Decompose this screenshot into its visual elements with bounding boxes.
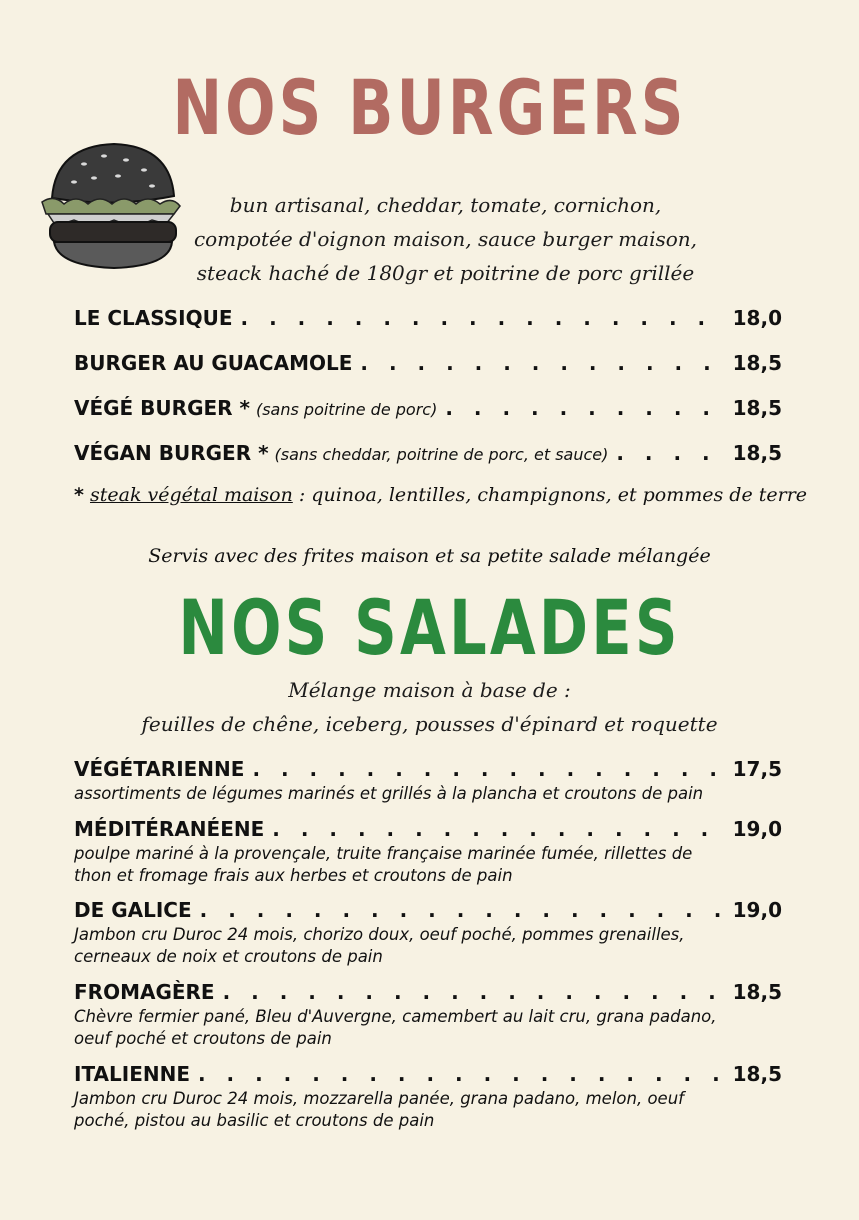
- dot-leader: [360, 351, 724, 375]
- description-line: Jambon cru Duroc 24 mois, mozzarella panée, grana padano, melon, oeuf: [74, 1089, 684, 1108]
- item-description: [74, 783, 774, 805]
- dot-leader: [198, 1062, 725, 1086]
- item-name: MÉDITÉRANÉENE: [74, 817, 265, 841]
- salades-intro: [0, 673, 859, 741]
- item-name: VÉGÉ BURGER *: [74, 396, 250, 420]
- dot-leader: [200, 898, 725, 922]
- footnote-underlined: steak végétal maison: [89, 484, 293, 506]
- dot-leader: [223, 980, 725, 1004]
- salade-item-de-galice: [74, 898, 782, 922]
- description-line: poulpe mariné à la provençale, truite française marinée fumée, rillettes de: [74, 844, 693, 863]
- burger-item-classique: [74, 306, 782, 330]
- description-line: Chèvre fermier pané, Bleu d'Auvergne, camembert au lait cru, grana padano,: [74, 1007, 717, 1026]
- salade-item-vegetarienne: [74, 757, 782, 781]
- item-price: 18,0: [732, 306, 782, 330]
- dot-leader: [241, 306, 725, 330]
- item-name: ITALIENNE: [74, 1062, 190, 1086]
- description-line: assortiments de légumes marinés et grillés à la plancha et croutons de pain: [74, 784, 704, 803]
- description-line: thon et fromage frais aux herbes et croutons de pain: [74, 866, 513, 885]
- burgers-footnote: [74, 484, 814, 506]
- burger-item-guacamole: [74, 351, 782, 375]
- item-name: BURGER AU GUACAMOLE: [74, 351, 353, 375]
- item-price: 19,0: [732, 817, 782, 841]
- burgers-intro-line: compotée d'oignon maison, sauce burger maison,: [193, 227, 698, 251]
- item-price: 17,5: [732, 757, 782, 781]
- burgers-title: NOS BURGERS: [172, 63, 687, 152]
- dot-leader: [616, 441, 724, 465]
- description-line: Jambon cru Duroc 24 mois, chorizo doux, oeuf poché, pommes grenailles,: [74, 925, 685, 944]
- burgers-intro-line: steack haché de 180gr et poitrine de porc grillée: [196, 261, 695, 285]
- salade-item-fromagere: [74, 980, 782, 1004]
- item-price: 18,5: [732, 980, 782, 1004]
- item-note: (sans cheddar, poitrine de porc, et sauce): [274, 445, 609, 464]
- burgers-intro: [16, 188, 859, 290]
- item-name: VÉGÉTARIENNE: [74, 757, 245, 781]
- item-description: [74, 843, 774, 887]
- dot-leader: [445, 396, 724, 420]
- description-line: cerneaux de noix et croutons de pain: [74, 947, 383, 966]
- footnote-rest: : quinoa, lentilles, champignons, et pommes de terre: [292, 484, 808, 506]
- salade-item-mediteraneene: [74, 817, 782, 841]
- burgers-intro-line: bun artisanal, cheddar, tomate, cornichon,: [229, 193, 662, 217]
- dot-leader: [272, 817, 724, 841]
- item-price: 18,5: [732, 396, 782, 420]
- served-with-note: Servis avec des frites maison et sa petite salade mélangée: [148, 545, 711, 567]
- item-price: 18,5: [732, 351, 782, 375]
- footnote-star: *: [74, 484, 84, 506]
- description-line: oeuf poché et croutons de pain: [74, 1029, 332, 1048]
- item-name: LE CLASSIQUE: [74, 306, 233, 330]
- salades-intro-line: feuilles de chêne, iceberg, pousses d'épinard et roquette: [141, 712, 718, 736]
- item-description: [74, 924, 774, 968]
- burger-item-vegan: [74, 441, 782, 465]
- dot-leader: [252, 757, 724, 781]
- salades-title: NOS SALADES: [178, 583, 681, 672]
- item-price: 18,5: [732, 441, 782, 465]
- item-note: (sans poitrine de porc): [255, 400, 438, 419]
- item-price: 18,5: [732, 1062, 782, 1086]
- item-price: 19,0: [732, 898, 782, 922]
- salade-item-italienne: [74, 1062, 782, 1086]
- salades-intro-line: Mélange maison à base de :: [288, 678, 571, 702]
- item-name: DE GALICE: [74, 898, 192, 922]
- description-line: poché, pistou au basilic et croutons de pain: [74, 1111, 435, 1130]
- burger-item-vege: [74, 396, 782, 420]
- item-description: [74, 1088, 774, 1132]
- item-name: FROMAGÈRE: [74, 980, 215, 1004]
- item-description: [74, 1006, 774, 1050]
- item-name: VÉGAN BURGER *: [74, 441, 269, 465]
